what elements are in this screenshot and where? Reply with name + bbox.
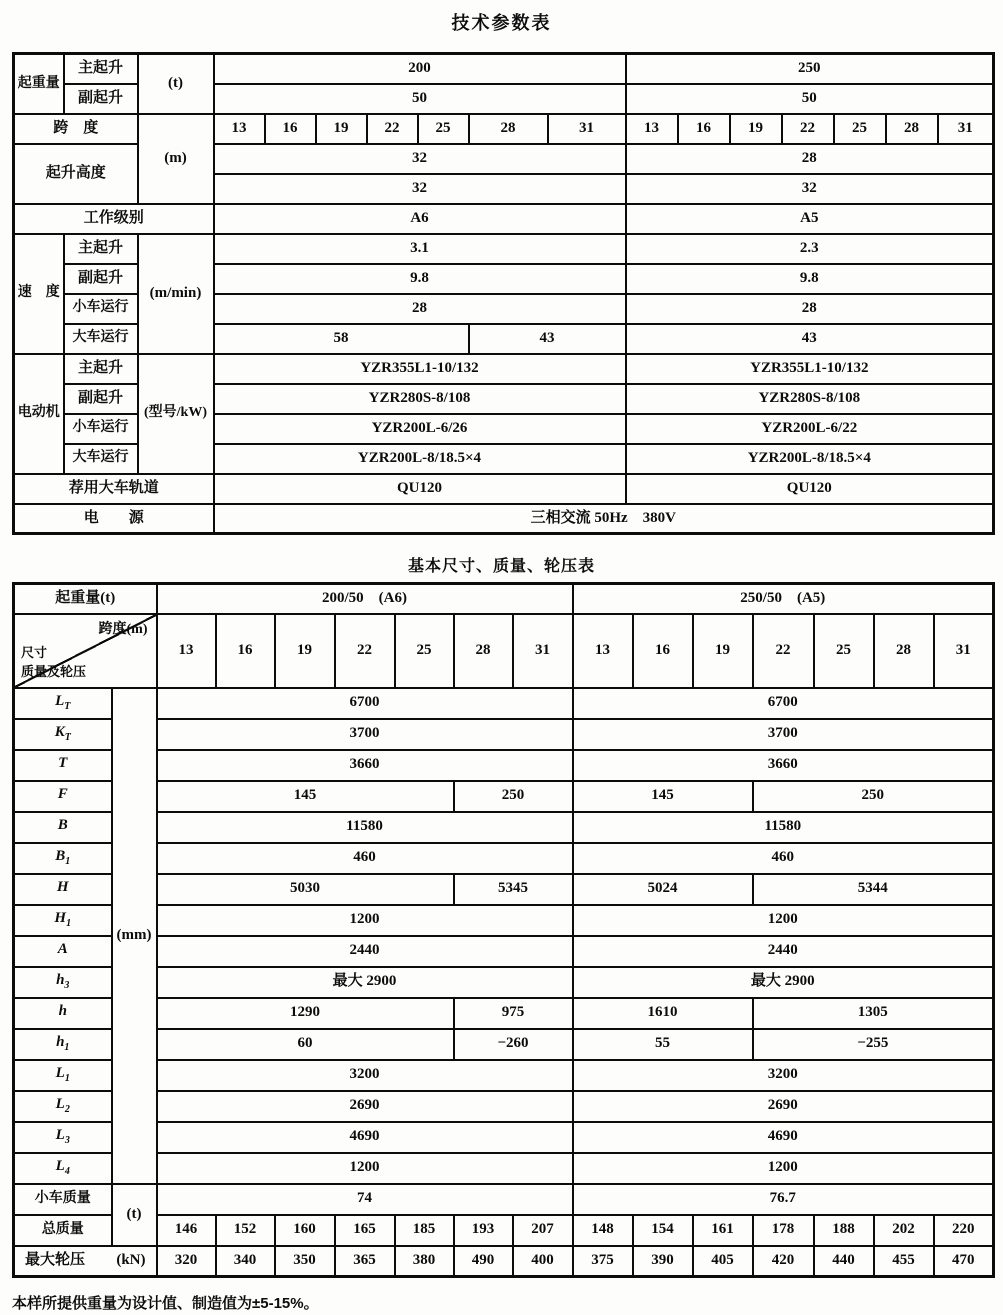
value-cell: 1290 [157, 998, 454, 1029]
wheel-load-value: 340 [216, 1246, 275, 1277]
wheel-load-value: 490 [454, 1246, 513, 1277]
row-dim-F [14, 781, 994, 812]
row-dim-A [14, 936, 994, 967]
label-trolley-travel: 小车运行 [64, 414, 138, 444]
span-col-header: 19 [316, 114, 367, 144]
rail-200: QU120 [214, 474, 626, 504]
dim-symbol: L [55, 693, 65, 710]
value-cell: 60 [157, 1029, 454, 1060]
span-col-header: 25 [418, 114, 469, 144]
row-dim-L2 [14, 1091, 994, 1122]
dim-symbol: F [57, 786, 68, 803]
label-main-hoist: 主起升 [64, 354, 138, 384]
power-value: 三相交流 50Hz 380V [214, 504, 994, 534]
value-cell: 11580 [157, 812, 573, 843]
dim-symbol: L [55, 1096, 65, 1113]
value-cell: 2690 [573, 1091, 994, 1122]
total-mass-value: 188 [814, 1215, 874, 1246]
wheel-load-value: 375 [573, 1246, 633, 1277]
value-cell: 55 [573, 1029, 753, 1060]
speed-crane-250: 43 [626, 324, 994, 354]
row-trolley-mass [14, 1184, 994, 1215]
technical-parameters-table [12, 52, 995, 535]
diag-label-mass-wheel: 质量及轮压 [21, 664, 87, 679]
motor-aux-200: YZR280S-8/108 [214, 384, 626, 414]
dim-symbol: T [58, 755, 68, 772]
row-total-mass [14, 1215, 994, 1246]
label-lifting-capacity: 起重量 [14, 54, 64, 114]
diagonal-header-cell [14, 614, 157, 688]
motor-crane-200: YZR200L-8/18.5×4 [214, 444, 626, 474]
height-aux-200: 32 [214, 174, 626, 204]
dim-symbol: H [54, 910, 67, 927]
row-dim-KT [14, 719, 994, 750]
value-cell: 5345 [454, 874, 573, 905]
label-duty-class: 工作级别 [14, 204, 214, 234]
row-dim-L3 [14, 1122, 994, 1153]
dim-label-h3 [14, 967, 112, 998]
speed-crane-200-a: 58 [214, 324, 469, 354]
dim-symbol: L [55, 1065, 65, 1082]
unit-m-min: (m/min) [138, 234, 214, 354]
span-col-header: 16 [216, 614, 275, 688]
value-cell: 3700 [573, 719, 994, 750]
dim-label-B [14, 812, 112, 843]
label-capacity-t: 起重量(t) [14, 584, 157, 614]
label-trolley-travel: 小车运行 [64, 294, 138, 324]
span-col-header: 25 [814, 614, 874, 688]
dim-symbol: A [57, 941, 68, 958]
span-col-header: 22 [367, 114, 418, 144]
dim-label-L1 [14, 1060, 112, 1091]
dim-subscript: 1 [64, 1073, 70, 1085]
height-aux-250: 32 [626, 174, 994, 204]
span-col-header: 13 [157, 614, 216, 688]
motor-crane-250: YZR200L-8/18.5×4 [626, 444, 994, 474]
span-col-header: 16 [678, 114, 730, 144]
label-max-wheel-load [14, 1246, 157, 1277]
dimensions-mass-wheelload-table [12, 582, 995, 1278]
dim-subscript: 3 [64, 1135, 70, 1147]
unit-mm: (mm) [112, 688, 157, 1184]
dim-symbol: h [56, 972, 65, 989]
dim-symbol: B [57, 817, 68, 834]
span-col-header: 31 [938, 114, 994, 144]
max-wheel-load-text: 最大轮压 [25, 1252, 86, 1269]
span-col-header: 22 [782, 114, 834, 144]
capacity-aux-250: 50 [626, 84, 994, 114]
label-aux-hoist: 副起升 [64, 264, 138, 294]
row-speed-main [14, 234, 994, 264]
value-cell: 1305 [753, 998, 994, 1029]
group-header-200-50-a6: 200/50 (A6) [157, 584, 573, 614]
label-crane-travel: 大车运行 [64, 444, 138, 474]
row-capacity-main [14, 54, 994, 84]
capacity-main-200: 200 [214, 54, 626, 84]
value-cell: 2440 [573, 936, 994, 967]
capacity-main-250: 250 [626, 54, 994, 84]
wheel-load-value: 455 [874, 1246, 934, 1277]
value-cell: 145 [573, 781, 753, 812]
row-span-header [14, 614, 994, 688]
value-cell: 3660 [157, 750, 573, 781]
row-rail [14, 474, 994, 504]
value-cell: 460 [573, 843, 994, 874]
motor-main-200: YZR355L1-10/132 [214, 354, 626, 384]
row-capacity-header [14, 584, 994, 614]
span-col-header: 25 [834, 114, 886, 144]
value-cell: 3200 [157, 1060, 573, 1091]
total-mass-value: 161 [693, 1215, 753, 1246]
wheel-load-value: 350 [275, 1246, 335, 1277]
wheel-load-value: 405 [693, 1246, 753, 1277]
unit-m: (m) [138, 114, 214, 204]
row-dim-L1 [14, 1060, 994, 1091]
row-max-wheel-load [14, 1246, 994, 1277]
value-cell: 2690 [157, 1091, 573, 1122]
value-cell: 250 [454, 781, 573, 812]
dim-subscript: T [64, 732, 71, 744]
unit-kn: (kN) [116, 1252, 146, 1269]
unit-t: (t) [138, 54, 214, 114]
dim-subscript: 3 [64, 980, 70, 992]
dim-label-LT [14, 688, 112, 719]
dim-label-A [14, 936, 112, 967]
span-col-header: 22 [335, 614, 395, 688]
span-col-header: 28 [886, 114, 938, 144]
total-mass-value: 160 [275, 1215, 335, 1246]
label-crane-travel: 大车运行 [64, 324, 138, 354]
label-main-hoist: 主起升 [64, 54, 138, 84]
span-col-header: 16 [265, 114, 316, 144]
dim-label-h1 [14, 1029, 112, 1060]
table1-title: 技术参数表 [451, 13, 552, 33]
span-col-header: 16 [633, 614, 693, 688]
dim-subscript: 1 [65, 856, 71, 868]
label-main-hoist: 主起升 [64, 234, 138, 264]
span-col-header: 13 [214, 114, 265, 144]
dim-label-KT [14, 719, 112, 750]
label-motor: 电动机 [14, 354, 64, 474]
dim-symbol: h [56, 1034, 65, 1051]
row-span [14, 114, 994, 144]
duty-200: A6 [214, 204, 626, 234]
span-col-header: 13 [626, 114, 678, 144]
row-power [14, 504, 994, 534]
value-cell: 145 [157, 781, 454, 812]
dim-symbol: H [56, 879, 69, 896]
dim-symbol: K [54, 724, 65, 741]
trolley-mass-200: 74 [157, 1184, 573, 1215]
wheel-load-value: 390 [633, 1246, 693, 1277]
value-cell: 3660 [573, 750, 994, 781]
dim-label-T [14, 750, 112, 781]
row-dim-B [14, 812, 994, 843]
speed-trolley-250: 28 [626, 294, 994, 324]
total-mass-value: 193 [454, 1215, 513, 1246]
wheel-load-value: 320 [157, 1246, 216, 1277]
value-cell: 4690 [573, 1122, 994, 1153]
dim-label-L2 [14, 1091, 112, 1122]
span-col-header: 31 [548, 114, 626, 144]
value-cell: 250 [753, 781, 994, 812]
dim-label-L3 [14, 1122, 112, 1153]
wheel-load-value: 440 [814, 1246, 874, 1277]
value-cell: 460 [157, 843, 573, 874]
label-total-mass: 总质量 [14, 1215, 112, 1246]
speed-main-250: 2.3 [626, 234, 994, 264]
wheel-load-value: 365 [335, 1246, 395, 1277]
value-cell: −255 [753, 1029, 994, 1060]
dim-label-H [14, 874, 112, 905]
label-lifting-height: 起升高度 [14, 144, 138, 204]
label-aux-hoist: 副起升 [64, 84, 138, 114]
span-col-header: 22 [753, 614, 814, 688]
speed-aux-200: 9.8 [214, 264, 626, 294]
diag-label-dimensions [21, 643, 86, 682]
unit-model-kw: (型号/kW) [138, 354, 214, 474]
footnote: 本样所提供重量为设计值、制造值为±5-15%。 [12, 1295, 319, 1312]
value-cell: −260 [454, 1029, 573, 1060]
value-cell: 11580 [573, 812, 994, 843]
diag-label-size: 尺寸 [21, 644, 48, 660]
total-mass-value: 202 [874, 1215, 934, 1246]
span-col-header: 28 [874, 614, 934, 688]
wheel-load-value: 380 [395, 1246, 454, 1277]
dim-symbol: L [55, 1127, 65, 1144]
capacity-aux-200: 50 [214, 84, 626, 114]
span-col-header: 13 [573, 614, 633, 688]
dim-subscript: 1 [64, 1042, 70, 1054]
total-mass-value: 207 [513, 1215, 573, 1246]
total-mass-value: 148 [573, 1215, 633, 1246]
dim-label-L4 [14, 1153, 112, 1184]
dim-label-B1 [14, 843, 112, 874]
value-cell: 最大 2900 [573, 967, 994, 998]
height-main-200: 32 [214, 144, 626, 174]
value-cell: 2440 [157, 936, 573, 967]
dim-subscript: T [64, 701, 71, 713]
span-col-header: 19 [730, 114, 782, 144]
speed-crane-200-b: 43 [469, 324, 626, 354]
span-col-header: 19 [275, 614, 335, 688]
row-dim-T [14, 750, 994, 781]
speed-trolley-200: 28 [214, 294, 626, 324]
duty-250: A5 [626, 204, 994, 234]
value-cell: 4690 [157, 1122, 573, 1153]
span-col-header: 19 [693, 614, 753, 688]
row-duty-class [14, 204, 994, 234]
total-mass-value: 220 [934, 1215, 994, 1246]
motor-trolley-200: YZR200L-6/26 [214, 414, 626, 444]
trolley-mass-250: 76.7 [573, 1184, 994, 1215]
dim-label-H1 [14, 905, 112, 936]
dim-symbol: L [55, 1158, 65, 1175]
total-mass-value: 185 [395, 1215, 454, 1246]
total-mass-value: 152 [216, 1215, 275, 1246]
label-power: 电 源 [14, 504, 214, 534]
row-dim-B1 [14, 843, 994, 874]
span-col-header: 31 [934, 614, 994, 688]
value-cell: 1200 [157, 1153, 573, 1184]
row-dim-h3 [14, 967, 994, 998]
span-col-header: 28 [454, 614, 513, 688]
label-trolley-mass: 小车质量 [14, 1184, 112, 1215]
value-cell: 最大 2900 [157, 967, 573, 998]
unit-t: (t) [112, 1184, 157, 1246]
dim-subscript: 4 [64, 1166, 70, 1178]
span-col-header: 28 [469, 114, 548, 144]
value-cell: 5344 [753, 874, 994, 905]
dim-symbol: B [55, 848, 66, 865]
diagonal-divider [15, 615, 156, 687]
rail-250: QU120 [626, 474, 994, 504]
row-motor-main [14, 354, 994, 384]
row-dim-L4 [14, 1153, 994, 1184]
value-cell: 6700 [573, 688, 994, 719]
value-cell: 975 [454, 998, 573, 1029]
total-mass-value: 165 [335, 1215, 395, 1246]
wheel-load-value: 400 [513, 1246, 573, 1277]
motor-trolley-250: YZR200L-6/22 [626, 414, 994, 444]
wheel-load-value: 420 [753, 1246, 814, 1277]
value-cell: 1200 [157, 905, 573, 936]
row-dim-H [14, 874, 994, 905]
value-cell: 3200 [573, 1060, 994, 1091]
row-dim-LT [14, 688, 994, 719]
speed-aux-250: 9.8 [626, 264, 994, 294]
dim-label-F [14, 781, 112, 812]
row-dim-H1 [14, 905, 994, 936]
value-cell: 1200 [573, 905, 994, 936]
value-cell: 5030 [157, 874, 454, 905]
dim-label-h [14, 998, 112, 1029]
span-col-header: 25 [395, 614, 454, 688]
label-speed: 速 度 [14, 234, 64, 354]
total-mass-value: 154 [633, 1215, 693, 1246]
span-col-header: 31 [513, 614, 573, 688]
motor-main-250: YZR355L1-10/132 [626, 354, 994, 384]
dim-subscript: 2 [64, 1104, 70, 1116]
dim-subscript: 1 [66, 918, 72, 930]
row-dim-h [14, 998, 994, 1029]
motor-aux-250: YZR280S-8/108 [626, 384, 994, 414]
group-header-250-50-a5: 250/50 (A5) [573, 584, 994, 614]
value-cell: 3700 [157, 719, 573, 750]
value-cell: 1200 [573, 1153, 994, 1184]
speed-main-200: 3.1 [214, 234, 626, 264]
label-rail: 荐用大车轨道 [14, 474, 214, 504]
height-main-250: 28 [626, 144, 994, 174]
value-cell: 6700 [157, 688, 573, 719]
row-dim-h1 [14, 1029, 994, 1060]
label-aux-hoist: 副起升 [64, 384, 138, 414]
total-mass-value: 146 [157, 1215, 216, 1246]
total-mass-value: 178 [753, 1215, 814, 1246]
wheel-load-value: 470 [934, 1246, 994, 1277]
label-span: 跨 度 [14, 114, 138, 144]
value-cell: 1610 [573, 998, 753, 1029]
diag-label-span-m: 跨度(m) [98, 621, 148, 637]
value-cell: 5024 [573, 874, 753, 905]
dim-symbol: h [58, 1003, 67, 1020]
table2-title: 基本尺寸、质量、轮压表 [407, 558, 595, 575]
